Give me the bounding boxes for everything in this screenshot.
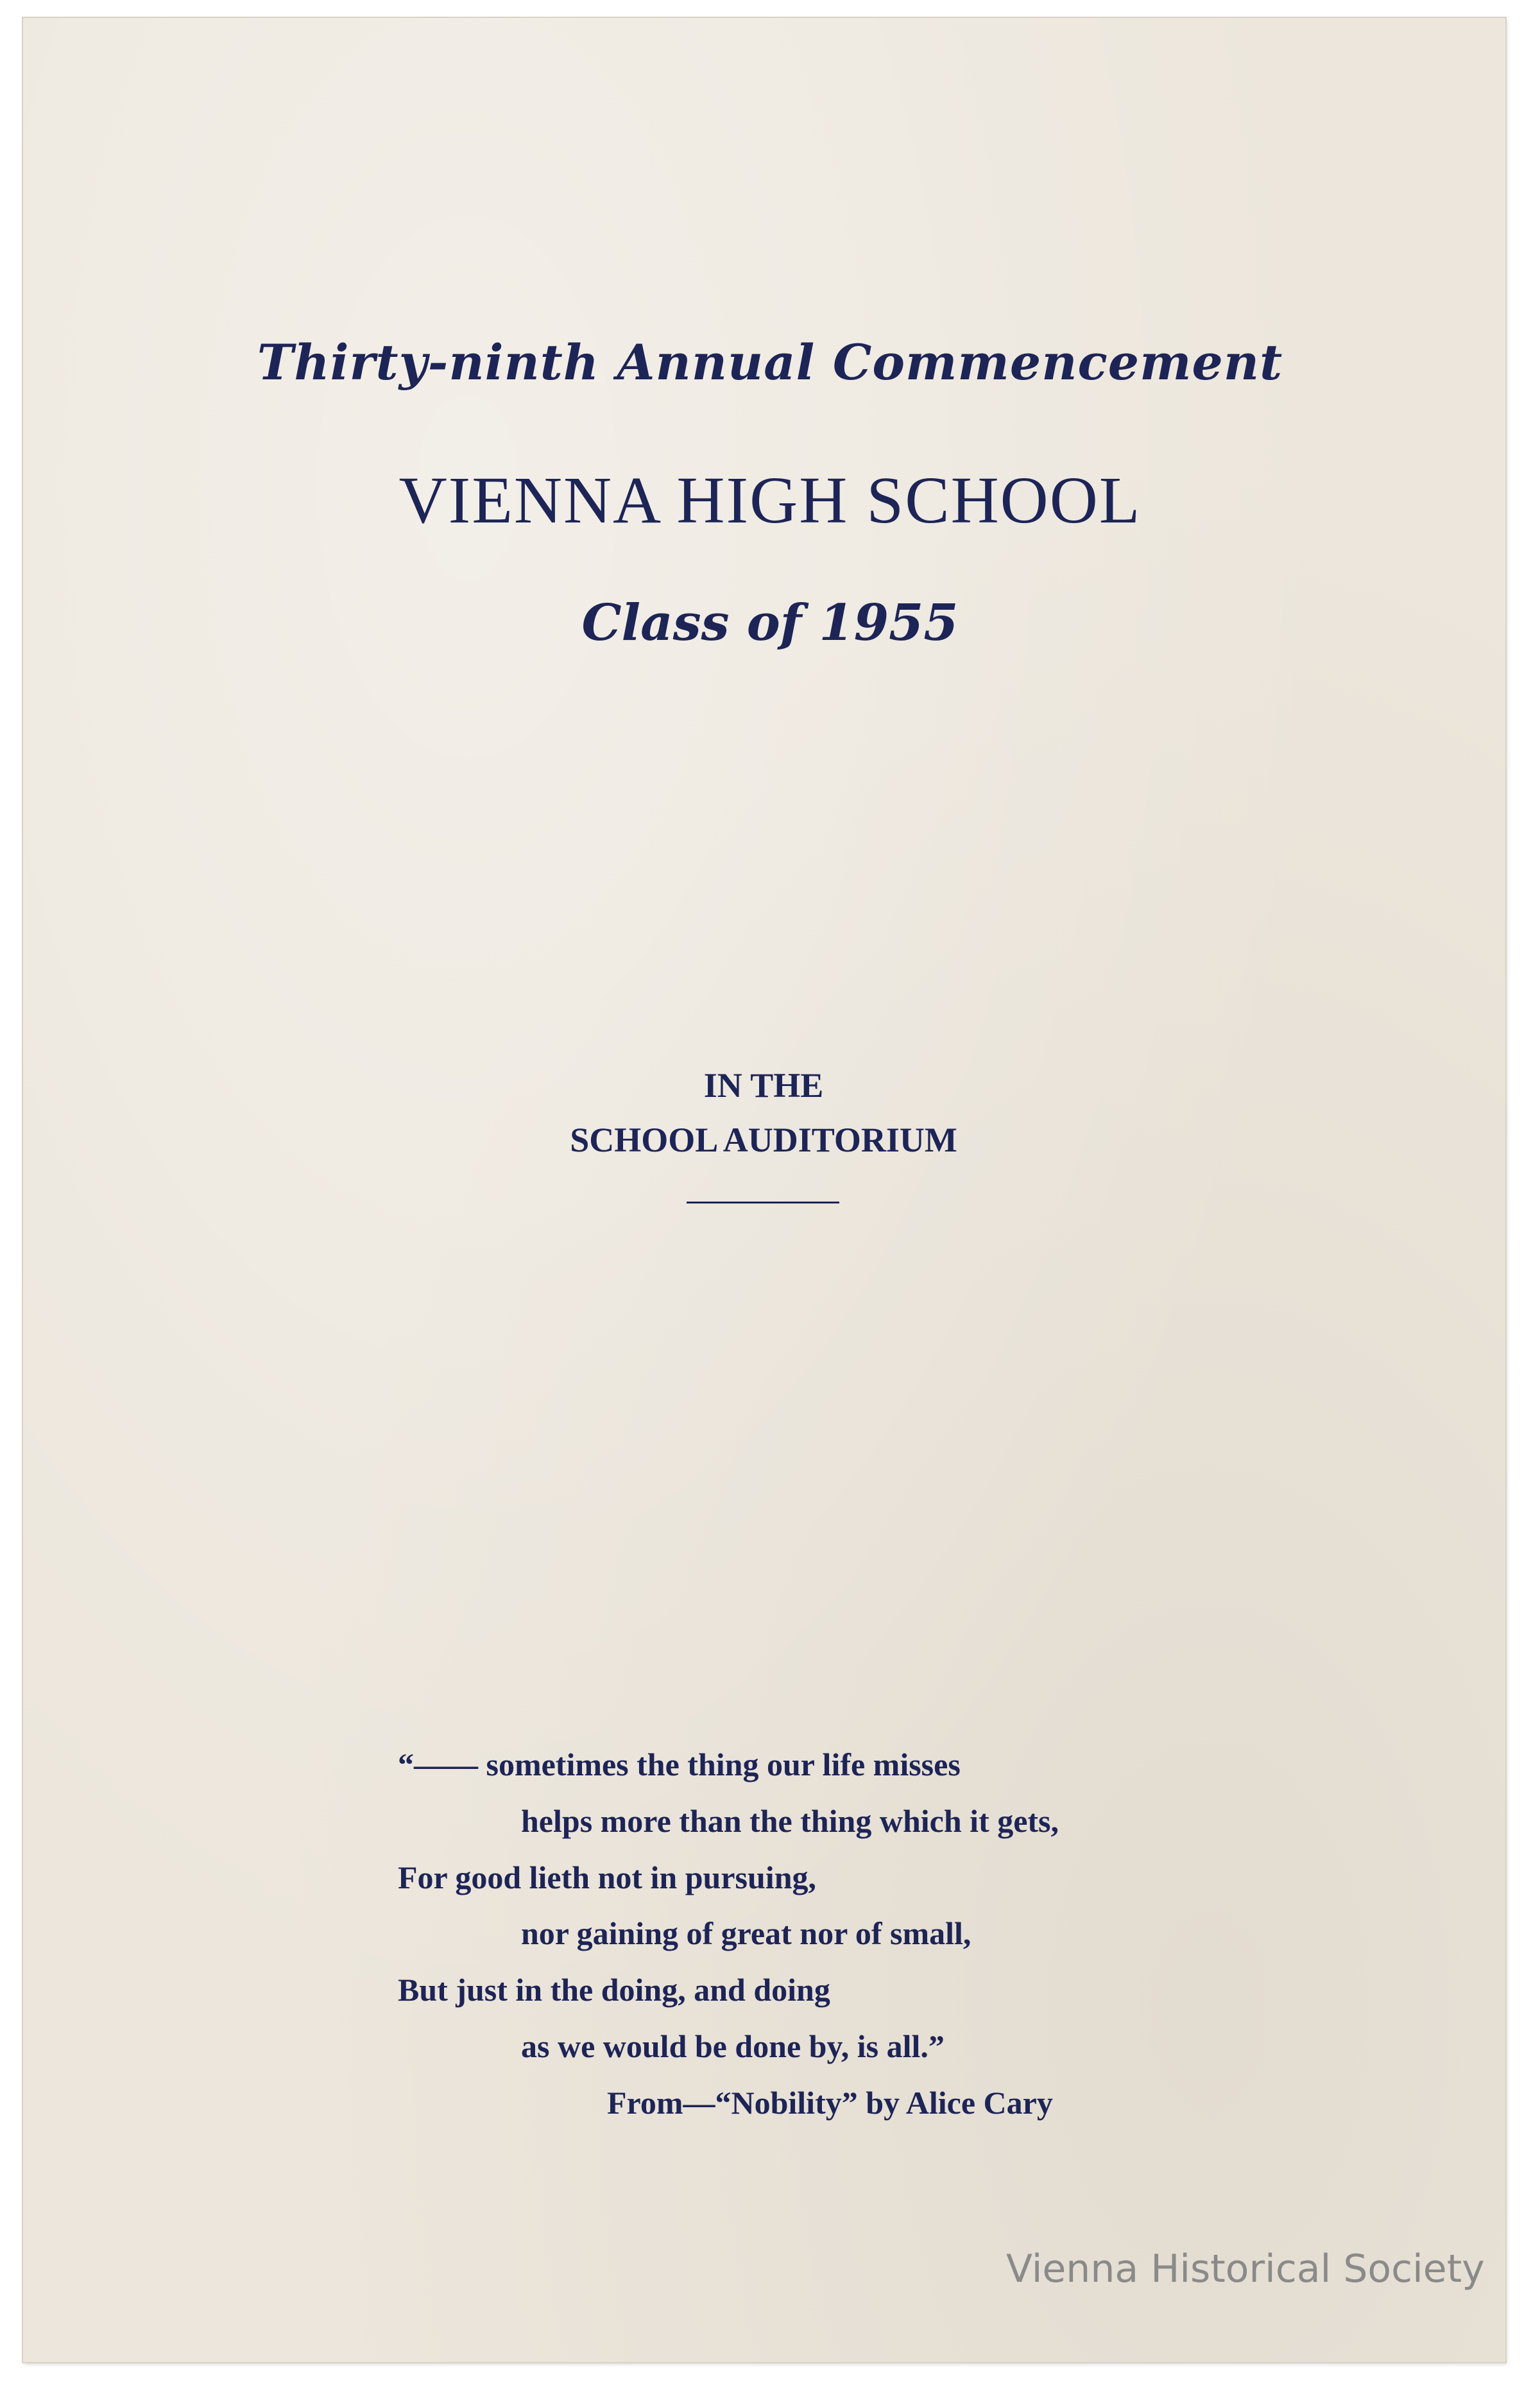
school-name: VIENNA HIGH SCHOOL [398, 463, 1142, 537]
watermark-text: Vienna Historical Society [1006, 2247, 1485, 2291]
poem-line: helps more than the thing which it gets, [521, 1803, 1059, 1839]
commencement-heading: Thirty-ninth Annual Commencement [257, 334, 1283, 391]
venue-line-1: IN THE [703, 1066, 824, 1105]
divider-rule [687, 1202, 839, 1203]
poem-line: For good lieth not in pursuing, [398, 1859, 817, 1895]
poem-line: nor gaining of great nor of small, [521, 1915, 971, 1951]
poem-attribution: From—“Nobility” by Alice Cary [607, 2085, 1053, 2121]
class-year-line: Class of 1955 [581, 594, 959, 652]
poem-line: But just in the doing, and doing [398, 1972, 830, 2008]
poem-line: “—— sometimes the thing our life misses [398, 1746, 961, 1782]
venue-line-2: SCHOOL AUDITORIUM [570, 1121, 957, 1159]
poem-line: as we would be done by, is all.” [521, 2028, 945, 2064]
